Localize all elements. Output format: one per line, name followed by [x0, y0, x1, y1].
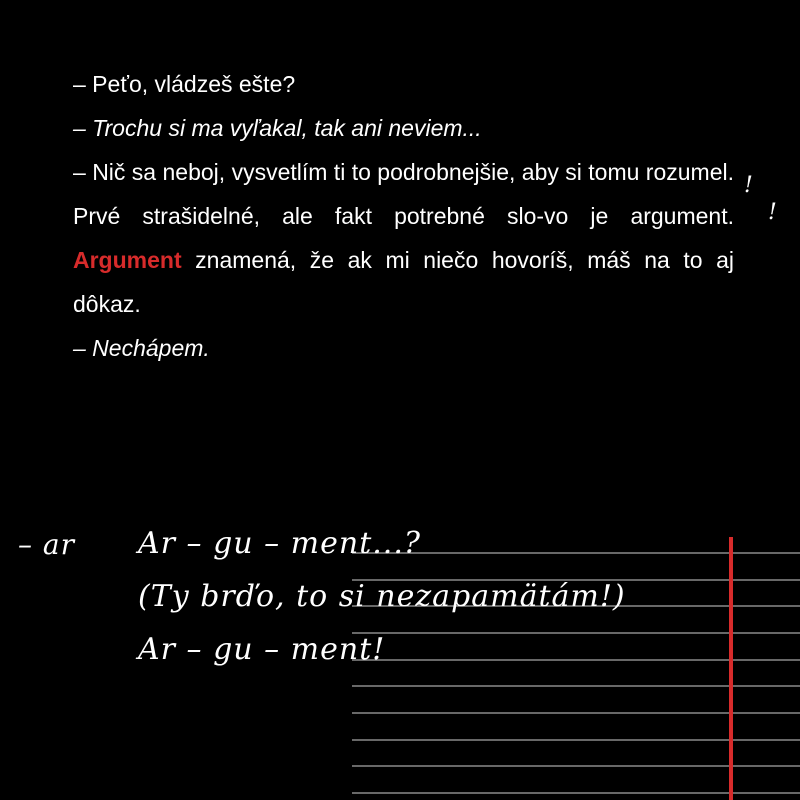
dialogue-line-3-after: znamená, že ak mi niečo hovoríš, máš na to aj dôkaz. [73, 247, 734, 317]
dialogue-line-2: – Trochu si ma vyľakal, tak ani neviem... [73, 115, 482, 141]
highlighted-term: Argument [73, 247, 182, 273]
handwritten-line-1: Ar – gu – ment...? [138, 526, 421, 561]
handwritten-side-note: – ar [18, 528, 75, 561]
handwritten-line-3: Ar – gu – ment! [138, 632, 386, 667]
margin-mark-2: ! [768, 200, 777, 225]
dialogue-line-4: – Nechápem. [73, 335, 210, 361]
dialogue-line-3-before: – Nič sa neboj, vysvetlím ti to podrobnejšie, aby si tomu rozumel. Prvé strašidelné, ale fakt potrebné slo-vo je argument. [73, 159, 734, 229]
handwritten-line-2: (Ty brďo, to si nezapamätám!) [138, 579, 626, 614]
margin-mark-1: ! [744, 173, 753, 198]
dialogue-line-1: – Peťo, vládzeš ešte? [73, 71, 296, 97]
